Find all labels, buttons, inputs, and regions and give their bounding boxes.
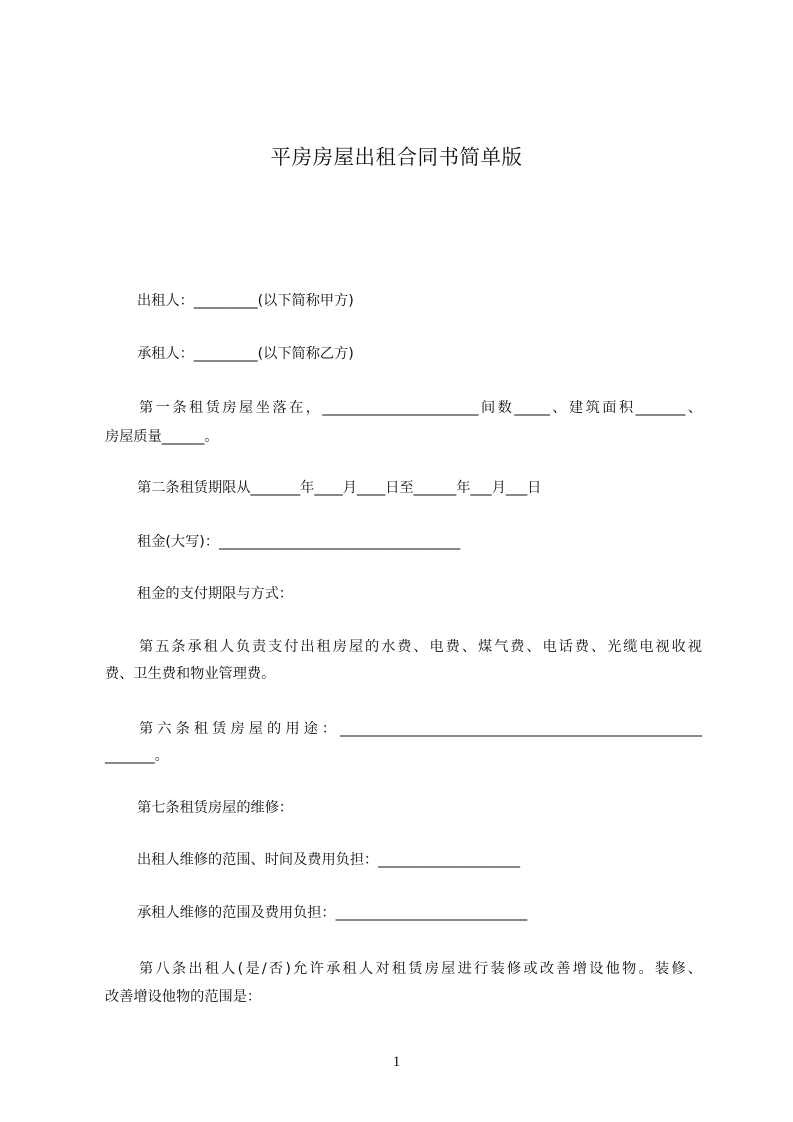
article-6-line-1: 第六条租赁房屋的用途：___________________________________________________ — [139, 721, 702, 737]
rent-amount-line: 租金(大写)：__________________________________ — [137, 534, 461, 550]
article-1-line-2: 房屋质量______。 — [105, 429, 219, 445]
lessee-line: 承租人：_________(以下简称乙方) — [137, 346, 354, 362]
lessee-repair-line: 承租人维修的范围及费用负担：___________________________ — [137, 905, 528, 921]
article-8-line-2: 改善增设他物的范围是： — [105, 989, 262, 1005]
document-title: 平房房屋出租合同书简单版 — [270, 145, 523, 169]
article-1-line-1: 第一条租赁房屋坐落在，______________________间数_____、建筑面积_______、 — [139, 400, 702, 416]
article-2-line: 第二条租赁期限从_______年____月____日至______年___月___日 — [137, 480, 542, 496]
article-5-line-1: 第五条承租人负责支付出租房屋的水费、电费、煤气费、电话费、光缆电视收视 — [139, 639, 702, 655]
rent-payment-line: 租金的支付期限与方式： — [137, 586, 294, 602]
article-5-line-2: 费、卫生费和物业管理费。 — [105, 666, 276, 682]
article-8-line-1: 第八条出租人(是/否)允许承租人对租赁房屋进行装修或改善增设他物。装修、 — [139, 961, 702, 977]
page-number: 1 — [392, 1054, 401, 1070]
lessor-line: 出租人：_________(以下简称甲方) — [137, 293, 354, 309]
article-7-line: 第七条租赁房屋的维修： — [137, 800, 294, 816]
lessor-repair-line: 出租人维修的范围、时间及费用负担：____________________ — [137, 852, 521, 868]
article-6-line-2: _______。 — [105, 748, 169, 764]
